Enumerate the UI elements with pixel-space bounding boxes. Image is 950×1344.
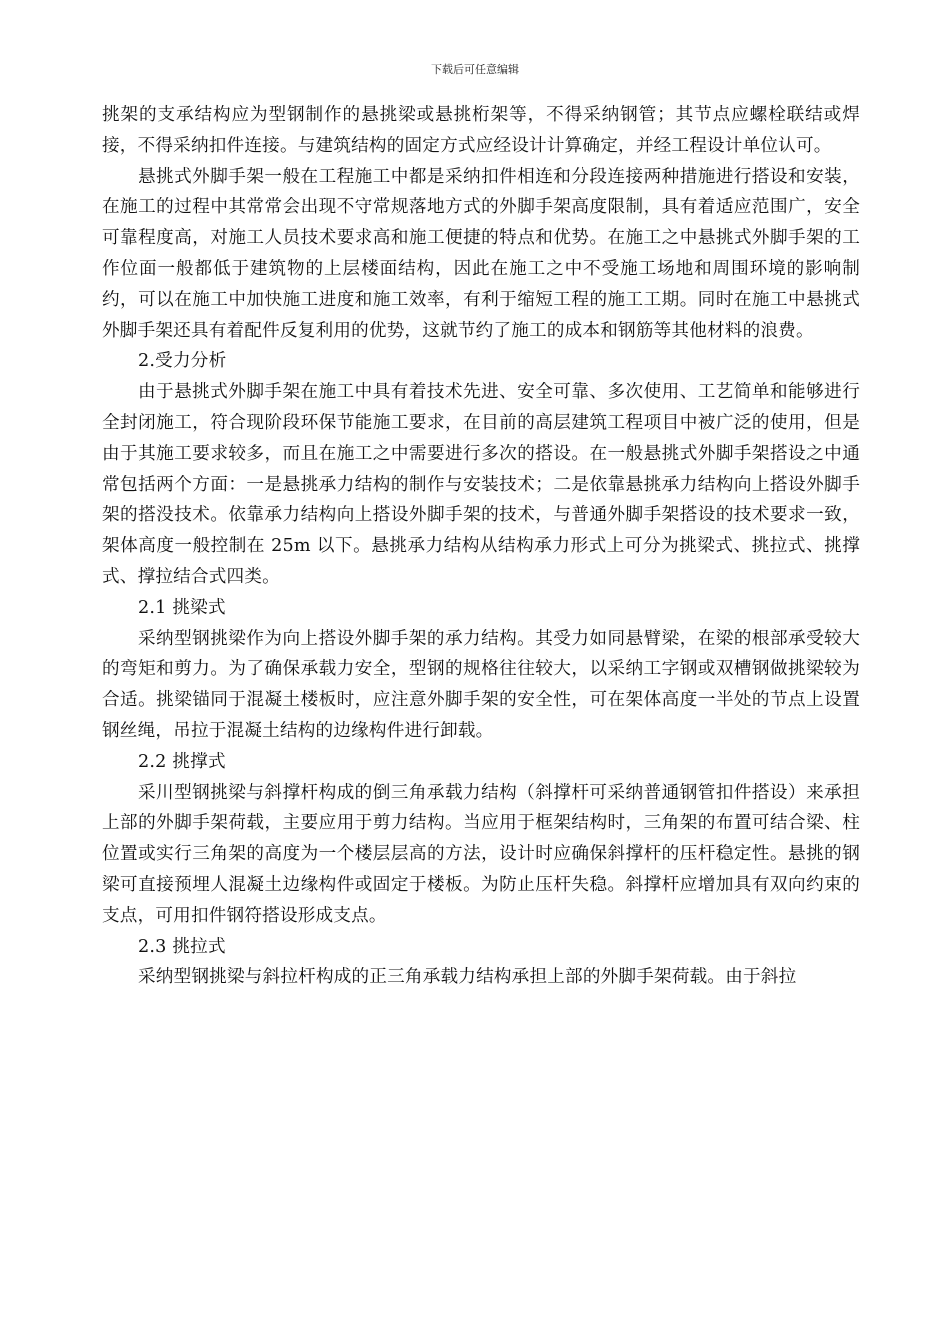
- paragraph-tie-type: 采纳型钢挑梁与斜拉杆构成的正三角承载力结构承担上部的外脚手架荷载。由于斜拉: [138, 967, 797, 988]
- paragraph-continuation: 挑架的支承结构应为型钢制作的悬挑梁或悬挑桁架等，不得采纳钢管；其节点应螺栓联结或焊接，不得采纳扣件连接。与建筑结构的固定方式应经设计计算确定，并经工程设计单位认可。: [102, 105, 860, 156]
- section-heading-tie-type: 2.3 挑拉式: [138, 936, 226, 957]
- paragraph-force-analysis: 由于悬挑式外脚手架在施工中具有着技术先进、安全可靠、多次使用、工艺简单和能够进行全封闭施工，符合现阶段环保节能施工要求，在目前的高层建筑工程项目中被广泛的使用，但是由于其施工要求较多，而且在施工之中需要进行多次的搭设。在一般悬挑式外脚手架搭设之中通常包括两个方面：一是悬挑承力结构的制作与安装技术；二是依靠悬挑承力结构向上搭设外脚手架的搭没技术。依靠承力结构向上搭设外脚手架的技术，与普通外脚手架搭设的技术要求一致，架体高度一般控制在 25m 以下。悬挑承力结构从结构承力形式上可分为挑梁式、挑拉式、挑撑式、撑拉结合式四类。: [102, 382, 860, 587]
- document-body: [102, 100, 860, 993]
- section-heading-brace-type: 2.2 挑撑式: [138, 751, 226, 772]
- paragraph-beam-type: 采纳型钢挑梁作为向上搭设外脚手架的承力结构。其受力如同悬臂梁，在梁的根部承受较大的弯矩和剪力。为了确保承载力安全，型钢的规格往往较大，以采纳工字钢或双槽钢做挑梁较为合适。挑梁锚同于混凝土楼板时，应注意外脚手架的安全性，可在架体高度一半处的节点上设置钢丝绳，吊拉于混凝土结构的边缘构件进行卸载。: [102, 628, 860, 741]
- page-header: 下载后可任意编辑: [431, 63, 519, 76]
- paragraph-brace-type: 采川型钢挑梁与斜撑杆构成的倒三角承载力结构（斜撑杆可采纳普通钢管扣件搭设）来承担上部的外脚手架荷载，主要应用于剪力结构。当应用于框架结构时，三角架的布置可结合梁、柱位置或实行三角架的高度为一个楼层层高的方法，设计时应确保斜撑杆的压杆稳定性。悬挑的钢梁可直接预埋人混凝土边缘构件或固定于楼板。为防止压杆失稳。斜撑杆应增加具有双向约束的支点，可用扣件钢符搭设形成支点。: [102, 782, 860, 926]
- section-heading-force-analysis: 2.受力分析: [138, 351, 227, 372]
- section-heading-beam-type: 2.1 挑梁式: [138, 597, 226, 618]
- paragraph-overview: 悬挑式外脚手架一般在工程施工中都是采纳扣件相连和分段连接两种措施进行搭设和安装，在施工的过程中其常常会出现不守常规落地方式的外脚手架高度限制，具有着适应范围广，安全可靠程度高，对施工人员技术要求高和施工便捷的特点和优势。在施工之中悬挑式外脚手架的工作位面一般都低于建筑物的上层楼面结构，因此在施工之中不受施工场地和周围环境的影响制约，可以在施工中加快施工进度和施工效率，有利于缩短工程的施工工期。同时在施工中悬挑式外脚手架还具有着配件反复利用的优势，这就节约了施工的成本和钢筋等其他材料的浪费。: [102, 166, 860, 341]
